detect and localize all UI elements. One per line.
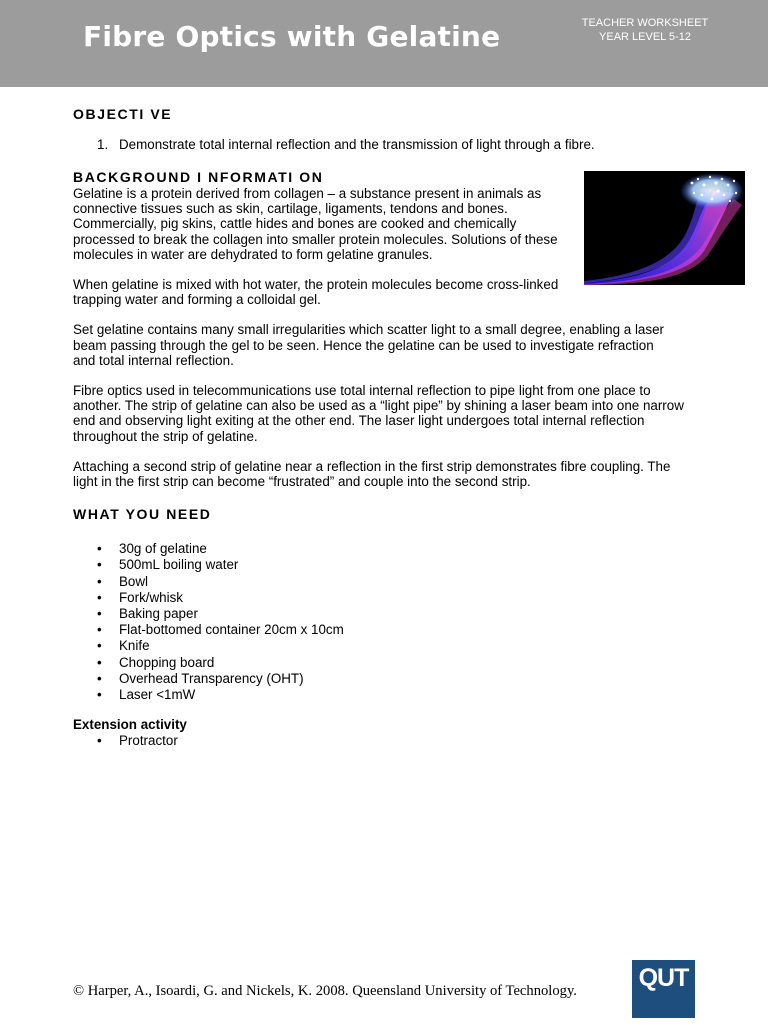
extension-item: • Protractor xyxy=(73,733,753,749)
materials-list xyxy=(73,541,753,703)
materials-item: • Bowl xyxy=(73,574,753,590)
background-paragraph: Fibre optics used in telecommunications use total internal reflection to pipe light from one place to another. The strip of gelatine can also be used as a “light pipe” by shining a laser beam into one narrow end and observing light exiting at the other end. The laser light undergoes total internal reflection throughout the strip of gelatine. xyxy=(73,383,684,444)
materials-item: • Fork/whisk xyxy=(73,590,753,606)
materials-item: • Overhead Transparency (OHT) xyxy=(73,671,753,687)
worksheet-title: Fibre Optics with Gelatine xyxy=(83,20,501,53)
copyright-text: © Harper, A., Isoardi, G. and Nickels, K. 2008. Queensland University of Technology. xyxy=(73,983,577,999)
objective-number: 1. xyxy=(97,137,109,152)
year-level: YEAR LEVEL 5-12 xyxy=(599,31,691,43)
background-paragraph: When gelatine is mixed with hot water, the protein molecules become cross-linked trapping water and forming a colloidal gel. xyxy=(73,277,559,308)
objective-heading: OBJECTI VE xyxy=(73,106,173,122)
fibre-optic-bundle-icon xyxy=(584,171,745,285)
materials-item: • Flat-bottomed container 20cm x 10cm xyxy=(73,622,753,638)
qut-logo xyxy=(632,960,695,1018)
background-paragraph: Gelatine is a protein derived from collagen – a substance present in animals as connective tissues such as skin, cartilage, ligaments, tendons and bones. Commercially, pig skins, cattle hides and bones are cooked and chemically processed to break the collagen into smaller protein molecules. Solutions of these molecules in water are dehydrated to form gelatine granules. xyxy=(73,186,558,262)
materials-item: • Knife xyxy=(73,638,753,654)
materials-item: • 500mL boiling water xyxy=(73,557,753,573)
background-paragraph: Attaching a second strip of gelatine near a reflection in the first strip demonstrates fibre coupling. The light in the first strip can become “frustrated” and couple into the second strip. xyxy=(73,458,671,490)
extension-list xyxy=(73,733,753,749)
extension-title: Extension activity xyxy=(73,717,187,733)
objective-list xyxy=(73,137,753,152)
fibre-optic-image xyxy=(584,171,745,285)
objective-item xyxy=(73,137,753,152)
objective-text: Demonstrate total internal reflection and the transmission of light through a fibre. xyxy=(119,137,595,152)
background-paragraph: Set gelatine contains many small irregularities which scatter light to a small degree, enabling a laser beam passing through the gel to be seen. Hence the gelatine can be used to investigate refraction and total internal reflection. xyxy=(73,322,664,368)
background-heading: BACKGROUND I NFORMATI ON xyxy=(73,169,324,185)
worksheet-type: TEACHER WORKSHEET xyxy=(581,17,709,29)
materials-item: • 30g of gelatine xyxy=(73,541,753,557)
materials-item: • Chopping board xyxy=(73,655,753,671)
qut-logo-text: QUT xyxy=(638,964,689,992)
page-header xyxy=(0,0,768,87)
materials-item: • Baking paper xyxy=(73,606,753,622)
materials-item: • Laser <1mW xyxy=(73,687,753,703)
what-you-need-heading: WHAT YOU NEED xyxy=(73,506,212,523)
worksheet-meta xyxy=(560,16,730,44)
